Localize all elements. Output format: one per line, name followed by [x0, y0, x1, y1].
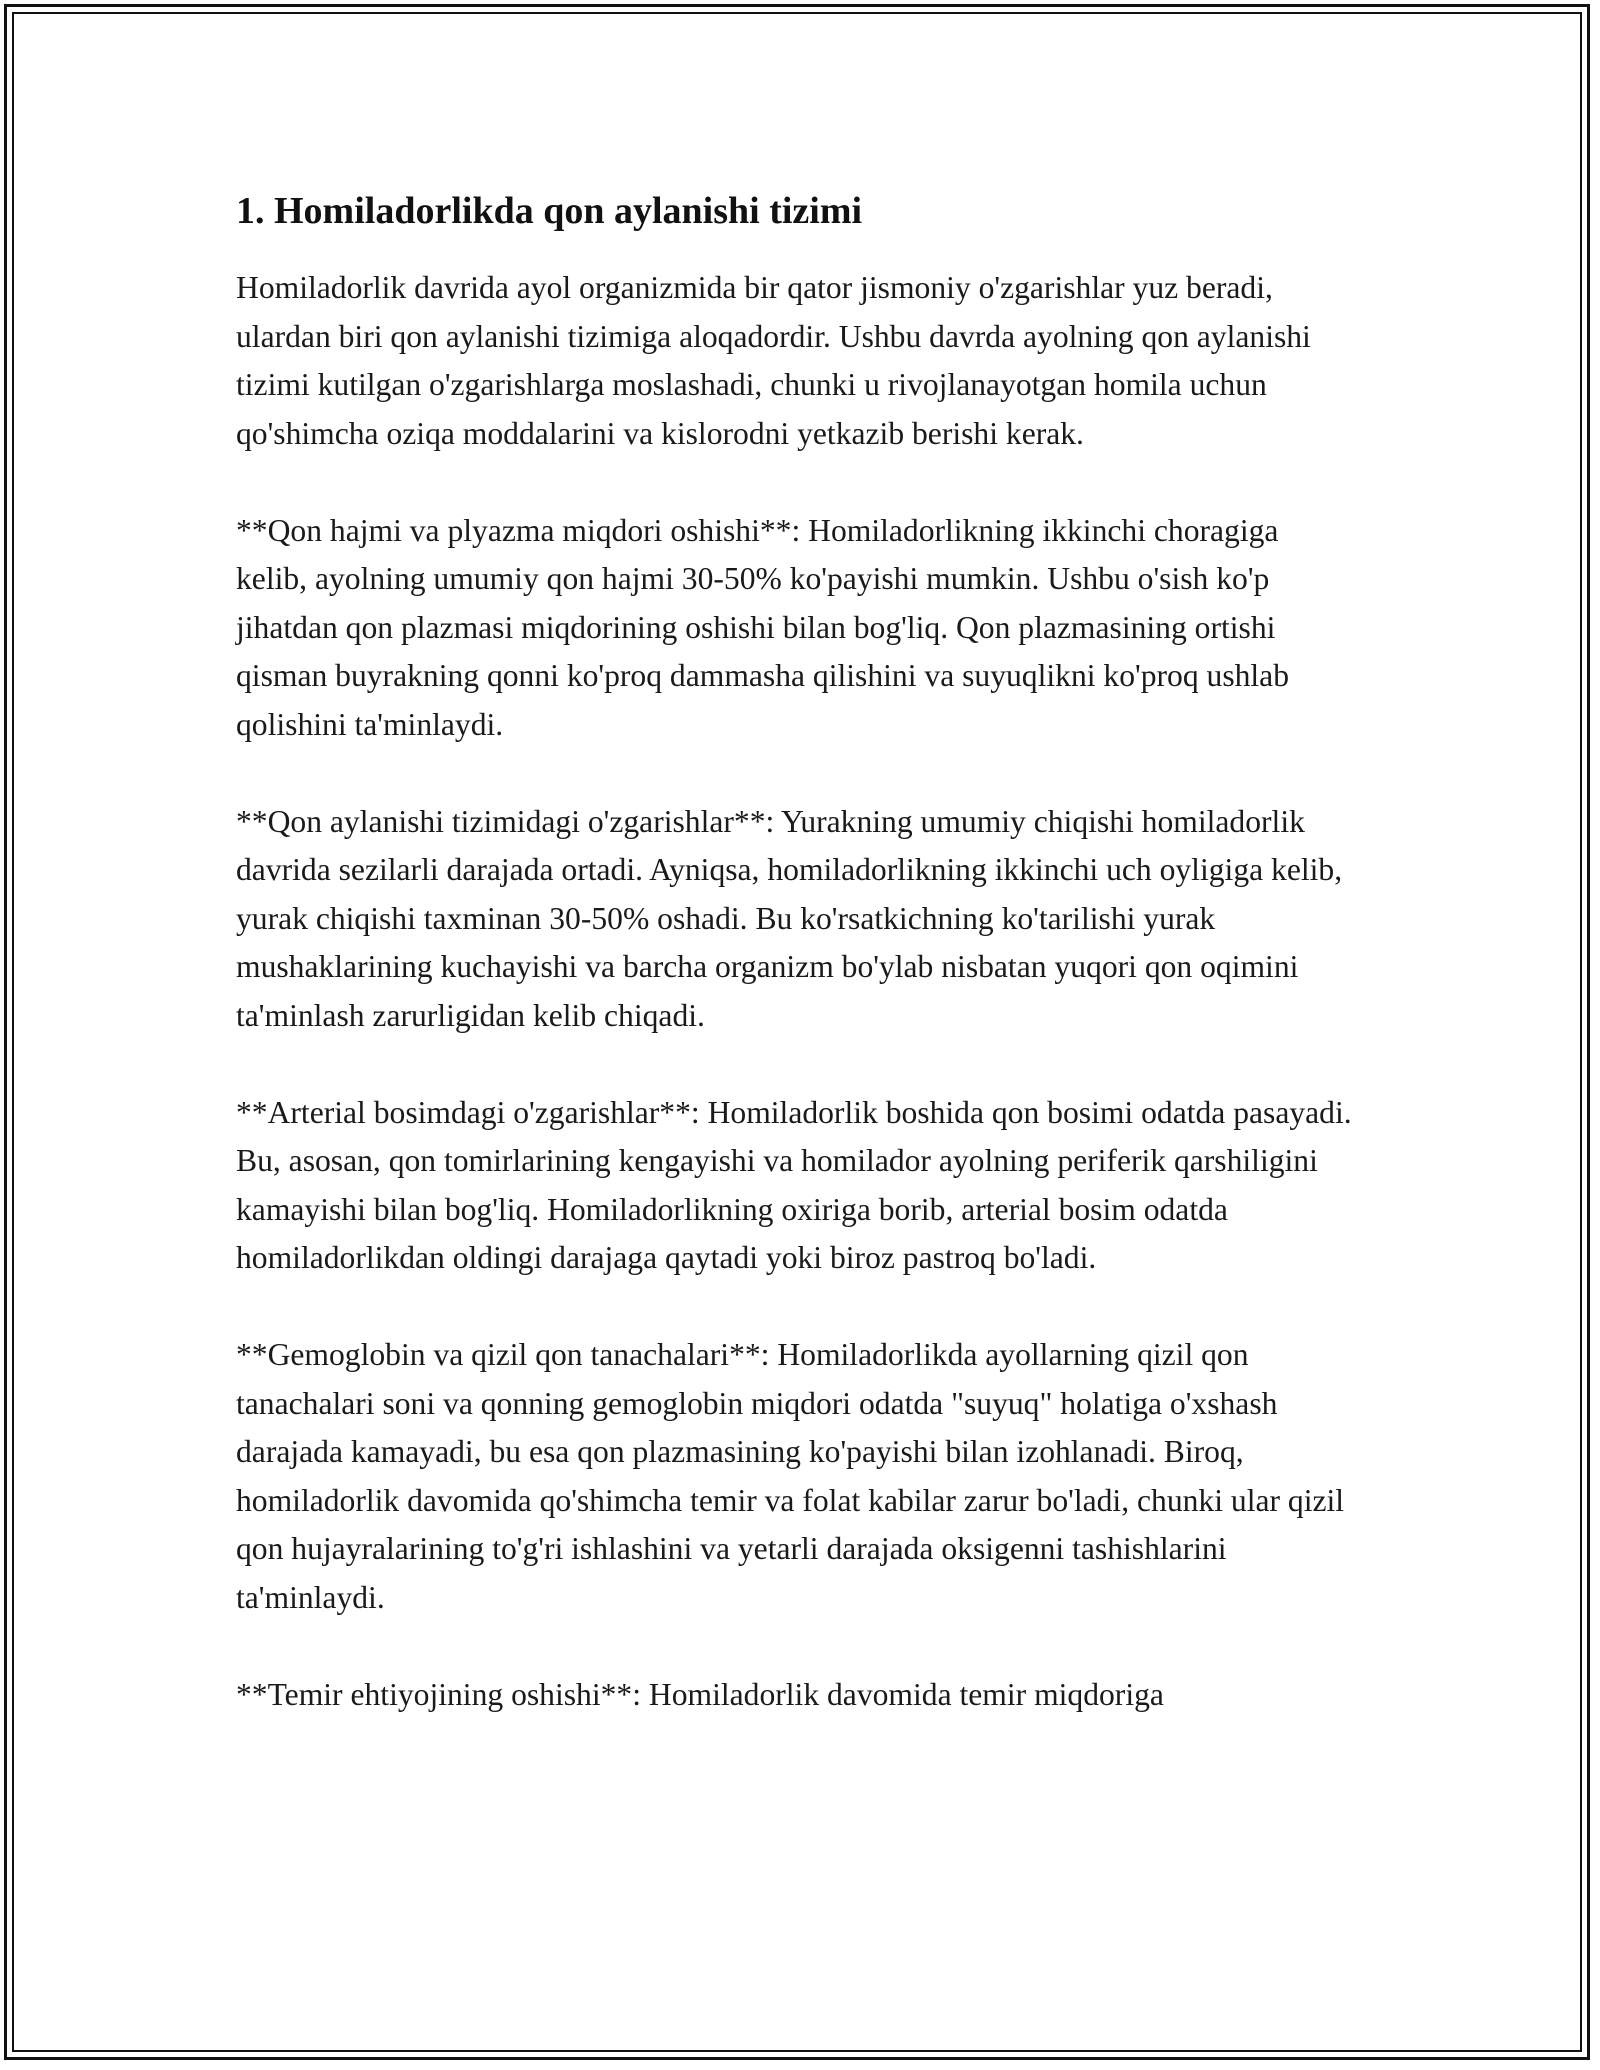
paragraph-blood-volume: **Qon hajmi va plyazma miqdori oshishi**: Homiladorlikning ikkinchi choragiga kelib, ayolning umumiy qon hajmi 30-50% ko'payishi mumkin. Ushbu o'sish ko'p jihatdan qon plazmasi miqdorining oshishi bilan bog'liq. Qon plazmasining ortishi qisman buyrakning qonni ko'proq dammasha qilishini va suyuqlikni ko'proq ushlab qolishini ta'minlaydi.: [236, 512, 1290, 742]
paragraph-circulation-changes: **Qon aylanishi tizimidagi o'zgarishlar**: Yurakning umumiy chiqishi homiladorlik davrida sezilarli darajada ortadi. Ayniqsa, homiladorlikning ikkinchi uch oyligiga kelib, yurak chiqishi taxminan 30-50% oshadi. Bu ko'rsatkichning ko'tarilishi yurak mushaklarining kuchayishi va barcha organizm bo'ylab nisbatan yuqori qon oqimini ta'minlash zarurligidan kelib chiqadi.: [236, 803, 1343, 1033]
paragraph-intro: Homiladorlik davrida ayol organizmida bir qator jismoniy o'zgarishlar yuz beradi, ulardan biri qon aylanishi tizimiga aloqadordir. Ushbu davrda ayolning qon aylanishi tizimi kutilgan o'zgarishlarga moslashadi, chunki u rivojlanayotgan homila uchun qo'shimcha oziqa moddalarini va kislorodni yetkazib berishi kerak.: [236, 270, 1311, 451]
paragraph-arterial-pressure: **Arterial bosimdagi o'zgarishlar**: Homiladorlik boshida qon bosimi odatda pasayadi. Bu, asosan, qon tomirlarining kengayishi va homilador ayolning periferik qarshiligini kamayishi bilan bog'liq. Homiladorlikning oxiriga borib, arterial bosim odatda homiladorlikdan oldingi darajaga qaytadi yoki biroz pastroq bo'ladi.: [236, 1094, 1352, 1275]
section-heading: 1. Homiladorlikda qon aylanishi tizimi: [236, 190, 863, 232]
document-body: [236, 186, 1356, 1768]
paragraph-hemoglobin: **Gemoglobin va qizil qon tanachalari**: Homiladorlikda ayollarning qizil qon tanachalari soni va qonning gemoglobin miqdori odatda "suyuq" holatiga o'xshash darajada kamayadi, bu esa qon plazmasining ko'payishi bilan izohlanadi. Biroq, homiladorlik davomida qo'shimcha temir va folat kabilar zarur bo'ladi, chunki ular qizil qon hujayralarining to'g'ri ishlashini va yetarli darajada oksigenni tashishlarini ta'minlaydi.: [236, 1337, 1345, 1615]
paragraph-iron-need: **Temir ehtiyojining oshishi**: Homiladorlik davomida temir miqdoriga: [236, 1676, 1164, 1712]
